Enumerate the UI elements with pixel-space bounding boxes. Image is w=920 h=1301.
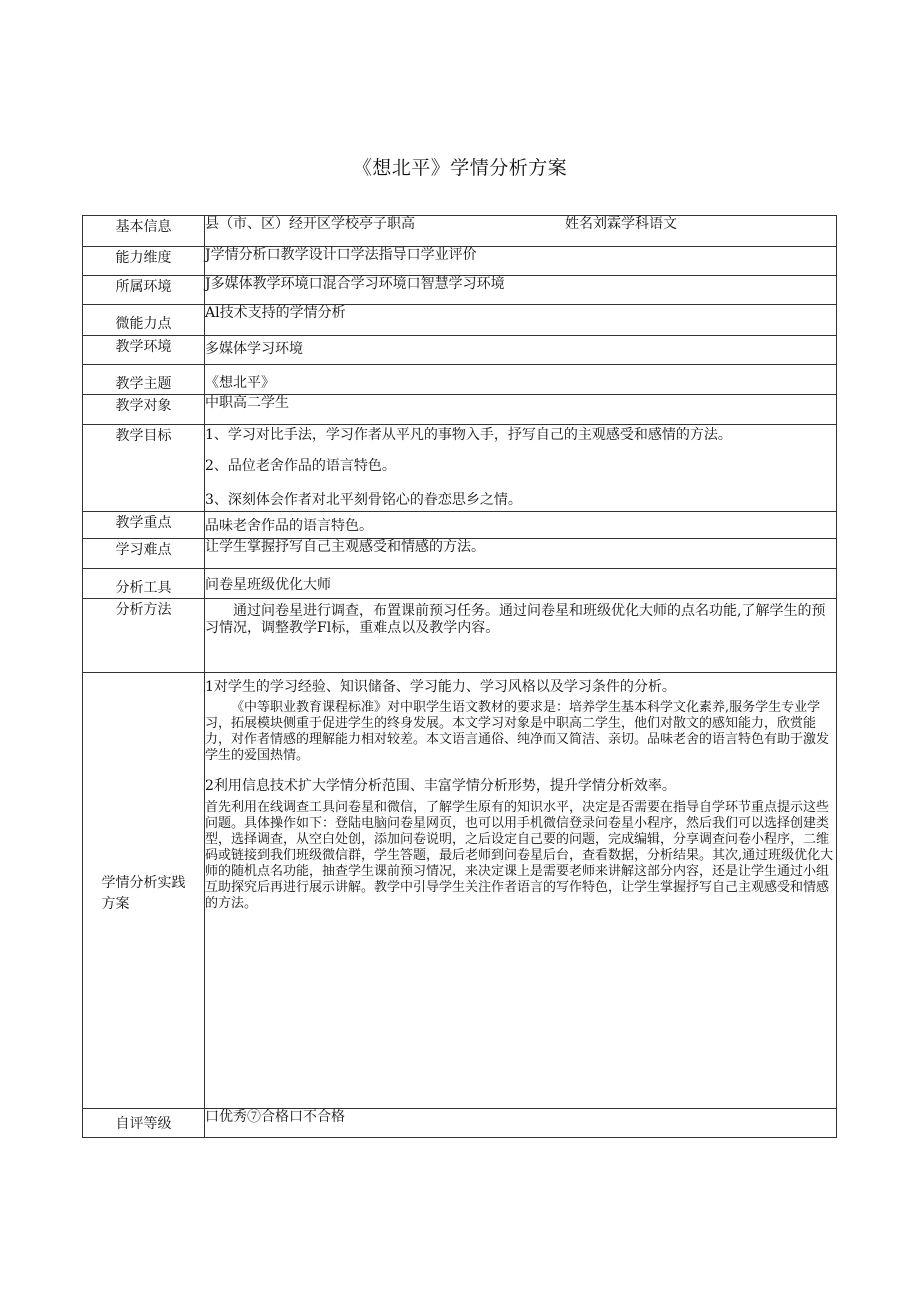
label-self-eval: 自评等级 (83, 1109, 205, 1138)
value-practice (205, 673, 837, 1109)
name-subject-text: 姓名刘霖学科语文 (565, 216, 677, 232)
value-basic-info (205, 216, 837, 247)
label-object: 教学对象 (83, 395, 205, 425)
value-method (205, 599, 837, 673)
practice-heading-1: 1对学生的学习经验、知识储备、学习能力、学习风格以及学习条件的分析。 (205, 679, 676, 695)
label-tools: 分析工具 (83, 569, 205, 599)
practice-heading-2: 2利用信息技术扩大学情分析范围、丰富学情分析形势，提升学情分析效率。 (205, 778, 676, 794)
value-self-eval: 口优秀⑦合格口不合格 (205, 1109, 837, 1138)
row-method (83, 599, 837, 673)
row-basic-info (83, 216, 837, 247)
label-theme: 教学主题 (83, 365, 205, 395)
label-micro-ability: 微能力点 (83, 305, 205, 336)
value-ability: J学情分析口教学设计口学法指导口学业评价 (205, 247, 837, 276)
label-ability: 能力维度 (83, 247, 205, 276)
page-title: 《想北平》学情分析方案 (352, 157, 568, 179)
method-text: 通过问卷星进行调查，布置课前预习任务。通过问卷星和班级优化大师的点名功能,了解学生的预习情况，调整教学Fl标，重难点以及教学内容。 (205, 603, 826, 636)
practice-body-2: 首先利用在线调查工具问卷星和微信，了解学生原有的知识水平，决定是否需要在指导自学环节重点提示这些问题。具体操作如下：登陆电脑问卷星网页，也可以用手机微信登录问卷星小程序，然后我们可以选择创建类型，选择调查，从空白处创，添加问卷说明，之后设定自己要的问题，完成编辑，分享调查问卷小程序，二维码或链接到我们班级微信群，学生答题，最后老师到问卷星后台，查看数据，分析结果。其次,通过班级优化大师的随机点名功能，抽查学生课前预习情况，来决定课上是需要老师来讲解这部分内容，还是让学生通过小组互助探究后再进行展示讲解。教学中引导学生关注作者语言的写作特色，让学生掌握抒写自己主观感受和情感的方法。 (205, 800, 834, 911)
label-goals: 教学目标 (83, 425, 205, 512)
row-practice (83, 673, 837, 1109)
label-teaching-env: 教学环境 (83, 336, 205, 365)
row-object (83, 395, 837, 425)
goal-item: 2、品位老舍作品的语言特色。 (205, 458, 396, 474)
value-tools: 问卷星班级优化大师 (205, 569, 837, 599)
row-teaching-env (83, 336, 837, 365)
value-environment-type: J多媒体教学环境口混合学习环境口智慧学习环境 (205, 276, 837, 305)
value-theme: 《想北平》 (205, 365, 837, 395)
row-self-eval (83, 1109, 837, 1138)
value-key-point: 品味老舍作品的语言特色。 (205, 512, 837, 539)
row-tools (83, 569, 837, 599)
goal-item: 3、深刻体会作者对北平刻骨铭心的眷恋思乡之情。 (205, 492, 522, 508)
value-teaching-env: 多媒体学习环境 (205, 336, 837, 365)
row-ability (83, 247, 837, 276)
goal-item: 1、学习对比手法，学习作者从平凡的事物入手，抒写自己的主观感受和感情的方法。 (205, 427, 732, 443)
practice-body-1: 《中等职业教育课程标准》对中职学生语文教材的要求是：培养学生基本科学文化素养,服务学生专业学习，拓展模块侧重于促进学生的终身发展。本文学习对象是中职高二学生，他们对散文的感知能力，欣赏能力，对作者情感的理解能力相对较差。本文语言通俗、纯净而又简洁、亲切。品味老舍的语言特色有助于激发学生的爱国热情。 (205, 700, 830, 763)
value-micro-ability: Al技术支持的学情分析 (205, 305, 837, 336)
school-text: 县（市、区）经开区学校亭子职高 (205, 216, 415, 232)
label-environment-type: 所属环境 (83, 276, 205, 305)
row-key-point (83, 512, 837, 539)
row-theme (83, 365, 837, 395)
label-difficulty: 学习难点 (83, 539, 205, 569)
value-difficulty: 让学生掌握抒写自己主观感受和情感的方法。 (205, 539, 837, 569)
practice-label-text: 学情分析实践方案 (101, 875, 186, 912)
analysis-table (82, 215, 837, 1138)
value-goals (205, 425, 837, 512)
label-practice (83, 673, 205, 1109)
row-difficulty (83, 539, 837, 569)
row-micro-ability (83, 305, 837, 336)
value-object: 中职高二学生 (205, 395, 837, 425)
label-basic-info: 基本信息 (83, 216, 205, 247)
label-method: 分析方法 (83, 599, 205, 673)
row-environment-type (83, 276, 837, 305)
row-goals (83, 425, 837, 512)
label-key-point: 教学重点 (83, 512, 205, 539)
